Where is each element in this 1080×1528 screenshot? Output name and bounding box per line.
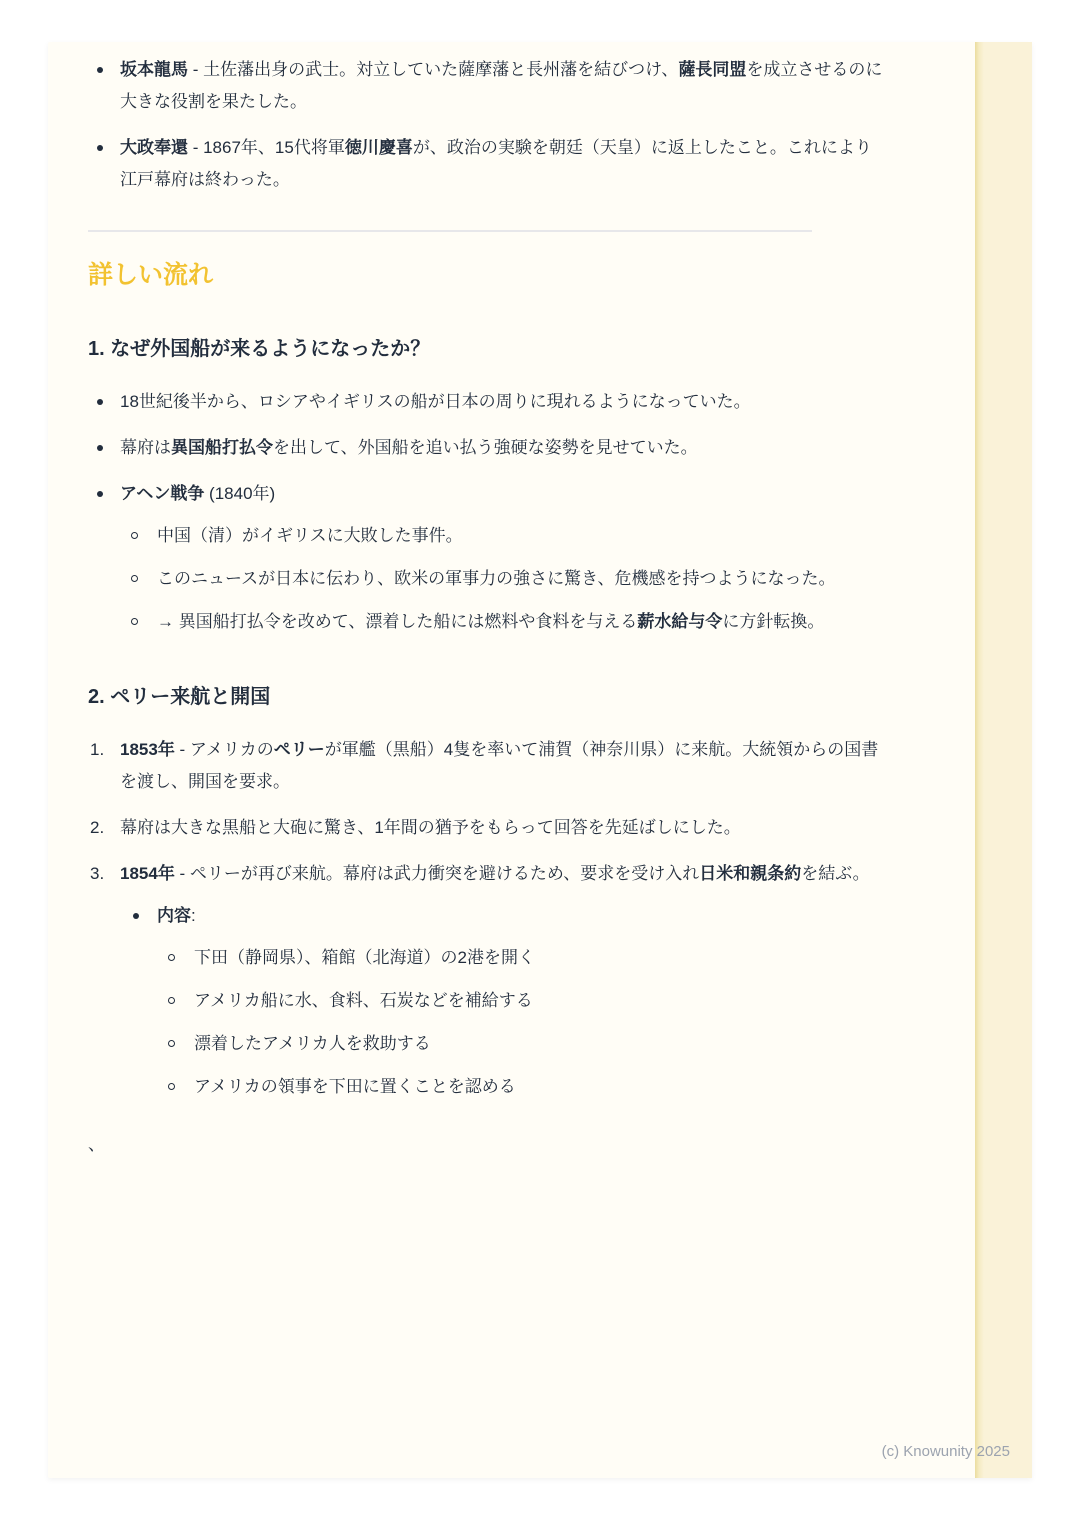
summary-list [88, 54, 888, 196]
list-item: 幕府は異国船打払令を出して、外国船を追い払う強硬な姿勢を見せていた。 [88, 432, 888, 464]
heading-section-2: 2. ペリー来航と開国 [88, 686, 271, 708]
list-item: このニュースが日本に伝わり、欧米の軍事力の強さに驚き、危機感を持つようになった。 [120, 563, 888, 595]
list-item: アメリカの領事を下田に置くことを認める [157, 1071, 888, 1103]
list-item: 18世紀後半から、ロシアやイギリスの船が日本の周りに現れるようになっていた。 [88, 386, 888, 418]
list-item: アヘン戦争 (1840年) 中国（清）がイギリスに大敗した事件。 このニュースが日本に伝わり、欧米の軍事力の強さに驚き、危機感を持つようになった。 → 異国船打払令を改めて、漂着した船には燃料や食料を与える薪水給与令に方針転換。 [88, 478, 888, 638]
list-item: 坂本龍馬 - 土佐藩出身の武士。対立していた薩摩藩と長州藩を結びつけ、薩長同盟を成立させるのに大きな役割を果たした。 [88, 54, 888, 118]
section-2-numbered-list [88, 734, 888, 1103]
list-item: 内容: 下田（静岡県）、箱館（北海道）の2港を開く アメリカ船に水、食料、石炭などを補給する 漂着したアメリカ人を救助する アメリカの領事を下田に置くことを認める [120, 900, 888, 1103]
stray-comma-mark: 、 [88, 1135, 105, 1154]
list-item: 1854年 - ペリーが再び来航。幕府は武力衝突を避けるため、要求を受け入れ日米和親条約を結ぶ。 内容: 下田（静岡県）、箱館（北海道）の2港を開く アメリカ船に水、食料、石炭などを補給する 漂着したアメリカ人を救助する アメリカの領事を下田に置くことを認める [88, 858, 888, 1103]
list-item: 大政奉還 - 1867年、15代将軍徳川慶喜が、政治の実験を朝廷（天皇）に返上したこと。これにより江戸幕府は終わった。 [88, 132, 888, 196]
nested-list [157, 942, 888, 1103]
list-item: → 異国船打払令を改めて、漂着した船には燃料や食料を与える薪水給与令に方針転換。 [120, 606, 888, 638]
list-item: アメリカ船に水、食料、石炭などを補給する [157, 985, 888, 1017]
nested-list [120, 520, 888, 638]
list-item: 下田（静岡県）、箱館（北海道）の2港を開く [157, 942, 888, 974]
list-item: 1853年 - アメリカのペリーが軍艦（黒船）4隻を率いて浦賀（神奈川県）に来航。大統領からの国書を渡し、開国を要求。 [120, 740, 879, 791]
nested-list [120, 900, 888, 1103]
note-content [48, 42, 1032, 1161]
list-item: 幕府は大きな黒船と大砲に驚き、1年間の猶予をもらって回答を先延ばしにした。 [120, 818, 741, 837]
list-item: 中国（清）がイギリスに大敗した事件。 [120, 520, 888, 552]
section-1-list [88, 386, 888, 638]
section-divider [88, 230, 812, 232]
list-item: 漂着したアメリカ人を救助する [157, 1028, 888, 1060]
heading-section-1: 1. なぜ外国船が来るようになったか？ [88, 338, 431, 360]
note-page [48, 42, 1032, 1478]
copyright-watermark: (c) Knowunity 2025 [881, 1443, 1010, 1460]
section-title: 詳しい流れ [88, 261, 214, 289]
